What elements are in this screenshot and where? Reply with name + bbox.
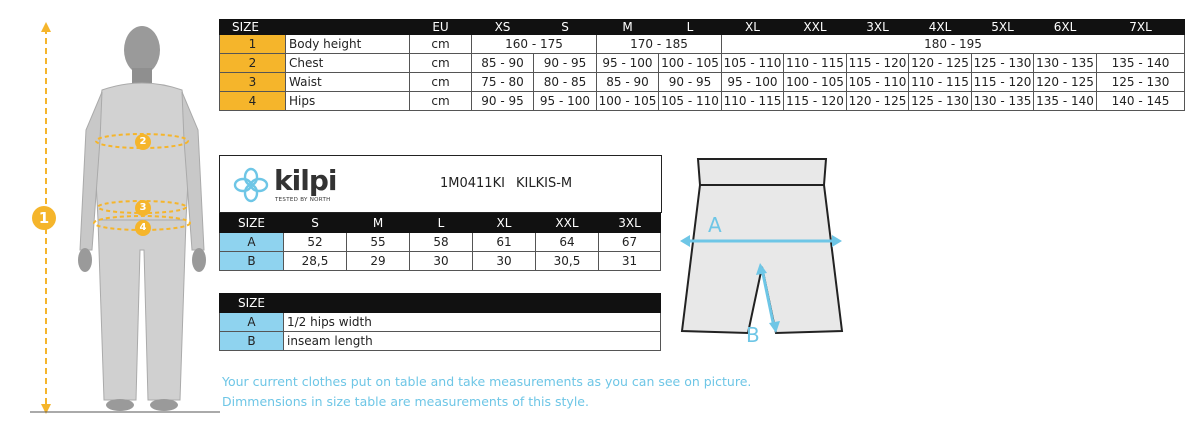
row-number: 4 bbox=[220, 92, 286, 111]
table-row bbox=[220, 233, 661, 252]
cell: 28,5 bbox=[284, 252, 347, 271]
row-unit: cm bbox=[410, 35, 472, 54]
cell: 115 - 120 bbox=[972, 73, 1034, 92]
shorts-diagram bbox=[672, 155, 852, 355]
cell: 95 - 100 bbox=[597, 54, 659, 73]
cell: 52 bbox=[284, 233, 347, 252]
header-eu: EU bbox=[410, 20, 472, 35]
cell: 140 - 145 bbox=[1097, 92, 1185, 111]
legend-header-blank bbox=[284, 294, 661, 313]
header-l: L bbox=[410, 214, 473, 233]
cell: 105 - 110 bbox=[722, 54, 784, 73]
cell: 85 - 90 bbox=[597, 73, 659, 92]
row-description: 1/2 hips width bbox=[284, 313, 661, 332]
header-s: S bbox=[534, 20, 597, 35]
marker-3 bbox=[135, 200, 151, 216]
header-m: M bbox=[347, 214, 410, 233]
cell: 30,5 bbox=[536, 252, 599, 271]
header-3xl: 3XL bbox=[599, 214, 661, 233]
cell: 100 - 105 bbox=[659, 54, 722, 73]
marker-1 bbox=[32, 206, 56, 230]
product-size-table bbox=[219, 213, 661, 271]
cell: 135 - 140 bbox=[1034, 92, 1097, 111]
cell: 90 - 95 bbox=[472, 92, 534, 111]
cell: 67 bbox=[599, 233, 661, 252]
row-label: B bbox=[220, 332, 284, 351]
table-row bbox=[220, 73, 1185, 92]
header-3xl: 3XL bbox=[847, 20, 909, 35]
cell: 30 bbox=[410, 252, 473, 271]
table-row bbox=[220, 252, 661, 271]
row-label: Body height bbox=[286, 35, 410, 54]
row-label: Chest bbox=[286, 54, 410, 73]
header-xxl: XXL bbox=[536, 214, 599, 233]
logo-tagline: TESTED BY NORTH bbox=[275, 197, 331, 203]
cell: 105 - 110 bbox=[847, 73, 909, 92]
table-row bbox=[220, 92, 1185, 111]
logo-text: kilpi bbox=[274, 164, 337, 197]
cell: 31 bbox=[599, 252, 661, 271]
cell: 95 - 100 bbox=[722, 73, 784, 92]
header-5xl: 5XL bbox=[972, 20, 1034, 35]
product-code: 1M0411KI bbox=[440, 176, 505, 191]
row-label: B bbox=[220, 252, 284, 271]
knot-logo-icon bbox=[232, 166, 270, 204]
table-row bbox=[220, 54, 1185, 73]
cell: 85 - 90 bbox=[472, 54, 534, 73]
table-row bbox=[220, 35, 1185, 54]
header-xs: XS bbox=[472, 20, 534, 35]
cell: 160 - 175 bbox=[472, 35, 597, 54]
cell: 115 - 120 bbox=[784, 92, 847, 111]
marker-1-label: 1 bbox=[38, 209, 50, 227]
header-size: SIZE bbox=[220, 20, 410, 35]
marker-3-label: 3 bbox=[139, 202, 147, 213]
legend-table bbox=[219, 293, 661, 351]
cell: 180 - 195 bbox=[722, 35, 1185, 54]
row-unit: cm bbox=[410, 54, 472, 73]
brand-box bbox=[219, 155, 662, 213]
cell: 120 - 125 bbox=[847, 92, 909, 111]
row-unit: cm bbox=[410, 92, 472, 111]
marker-4 bbox=[135, 220, 151, 236]
product-table-header bbox=[220, 214, 661, 233]
main-size-table bbox=[219, 19, 1185, 111]
cell: 125 - 130 bbox=[1097, 73, 1185, 92]
row-label: A bbox=[220, 313, 284, 332]
row-label: Waist bbox=[286, 73, 410, 92]
table-row bbox=[220, 313, 661, 332]
cell: 135 - 140 bbox=[1097, 54, 1185, 73]
header-7xl: 7XL bbox=[1097, 20, 1185, 35]
cell: 130 - 135 bbox=[972, 92, 1034, 111]
cell: 90 - 95 bbox=[534, 54, 597, 73]
cell: 110 - 115 bbox=[909, 73, 972, 92]
cell: 95 - 100 bbox=[534, 92, 597, 111]
header-xxl: XXL bbox=[784, 20, 847, 35]
header-xl: XL bbox=[473, 214, 536, 233]
marker-2 bbox=[135, 134, 151, 150]
cell: 80 - 85 bbox=[534, 73, 597, 92]
cell: 120 - 125 bbox=[909, 54, 972, 73]
cell: 110 - 115 bbox=[722, 92, 784, 111]
cell: 105 - 110 bbox=[659, 92, 722, 111]
legend-header bbox=[220, 294, 661, 313]
cell: 58 bbox=[410, 233, 473, 252]
cell: 110 - 115 bbox=[784, 54, 847, 73]
marker-4-label: 4 bbox=[139, 222, 147, 233]
marker-2-label: 2 bbox=[139, 136, 147, 147]
header-4xl: 4XL bbox=[909, 20, 972, 35]
main-table-header bbox=[220, 20, 1185, 35]
cell: 120 - 125 bbox=[1034, 73, 1097, 92]
cell: 29 bbox=[347, 252, 410, 271]
note-line-2: Dimmensions in size table are measurements of this style. bbox=[222, 394, 589, 409]
header-m: M bbox=[597, 20, 659, 35]
row-label: A bbox=[220, 233, 284, 252]
cell: 170 - 185 bbox=[597, 35, 722, 54]
cell: 90 - 95 bbox=[659, 73, 722, 92]
header-s: S bbox=[284, 214, 347, 233]
kilpi-logo bbox=[232, 166, 342, 206]
shorts-label-a: A bbox=[708, 213, 722, 237]
legend-header-size: SIZE bbox=[220, 294, 284, 313]
row-number: 2 bbox=[220, 54, 286, 73]
row-description: inseam length bbox=[284, 332, 661, 351]
cell: 100 - 105 bbox=[784, 73, 847, 92]
header-xl: XL bbox=[722, 20, 784, 35]
shorts-label-b: B bbox=[746, 323, 760, 347]
header-6xl: 6XL bbox=[1034, 20, 1097, 35]
header-size: SIZE bbox=[220, 214, 284, 233]
cell: 125 - 130 bbox=[972, 54, 1034, 73]
row-label: Hips bbox=[286, 92, 410, 111]
row-unit: cm bbox=[410, 73, 472, 92]
cell: 30 bbox=[473, 252, 536, 271]
note-line-1: Your current clothes put on table and take measurements as you can see on picture. bbox=[222, 374, 752, 389]
header-l: L bbox=[659, 20, 722, 35]
cell: 75 - 80 bbox=[472, 73, 534, 92]
cell: 125 - 130 bbox=[909, 92, 972, 111]
cell: 130 - 135 bbox=[1034, 54, 1097, 73]
cell: 55 bbox=[347, 233, 410, 252]
row-number: 1 bbox=[220, 35, 286, 54]
cell: 64 bbox=[536, 233, 599, 252]
cell: 115 - 120 bbox=[847, 54, 909, 73]
product-name: KILKIS-M bbox=[516, 176, 573, 191]
cell: 100 - 105 bbox=[597, 92, 659, 111]
row-number: 3 bbox=[220, 73, 286, 92]
cell: 61 bbox=[473, 233, 536, 252]
table-row bbox=[220, 332, 661, 351]
